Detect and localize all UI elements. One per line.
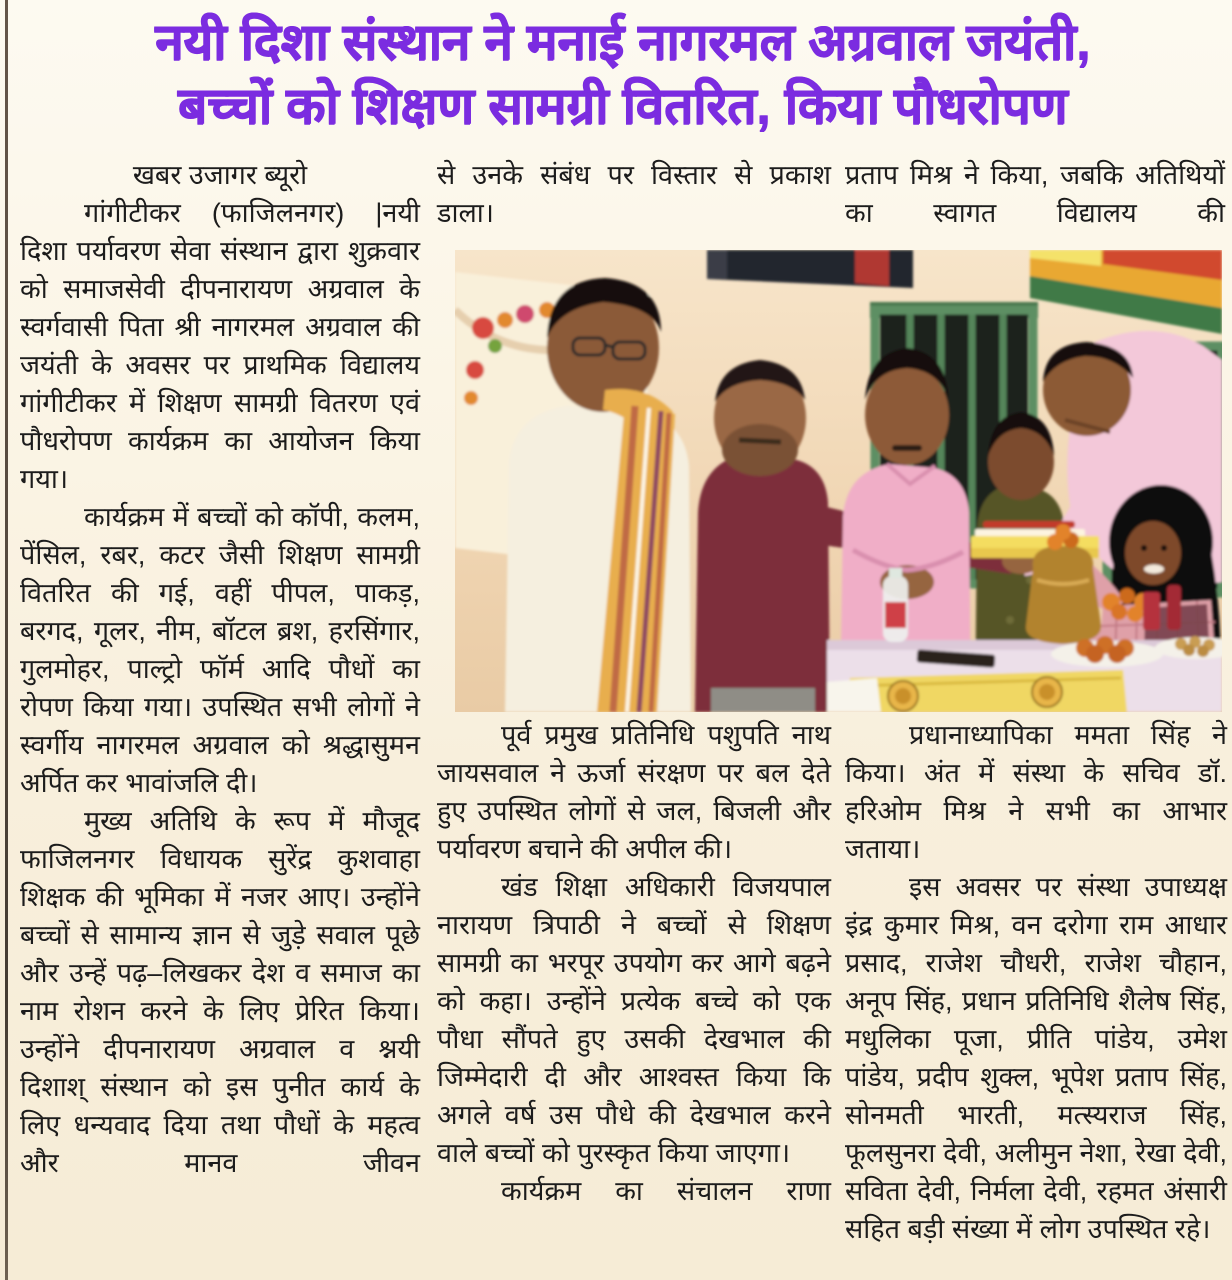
paragraph-materials: कार्यक्रम में बच्चों को कॉपी, कलम, पेंसिल, रबर, कटर जैसी शिक्षण सामग्री वितरित की गई, वहीं पीपल, पाकड़, बरगद, गूलर, नीम, बॉटल ब्रश, हरसिंगार, गुलमोहर, पाल्ट्रो फॉर्म आदि पौधों का रोपण किया गया। उपस्थित सभी लोगों ने स्वर्गीय नागरमल अग्रवाल को श्रद्धासुमन अर्पित कर भावांजलि दी।: [20, 502, 420, 798]
paragraph-attendees: इस अवसर पर संस्था उपाध्यक्ष इंद्र कुमार मिश्र, वन दरोगा राम आधार प्रसाद, राजेश चौधरी, राजेश चौहान, अनूप सिंह, प्रधान प्रतिनिधि शैलेष सिंह, मधुलिका पूजा, प्रीति पांडेय, उमेश पांडेय, प्रदीप शुक्ल, भूपेश प्रताप सिंह, सोनमती भारती, मत्स्यराज सिंह, फूलसुनरा देवी, अलीमुन नेशा, रेखा देवी, सविता देवी, निर्मला देवी, रहमत अंसारी सहित बड़ी संख्या में लोग उपस्थित रहे।: [845, 872, 1227, 1244]
byline: खबर उजागर ब्यूरो: [132, 160, 308, 190]
paragraph-thanks: प्रधानाध्यापिका ममता सिंह ने किया। अंत में संस्था के सचिव डॉ. हरिओम मिश्र ने सभी का आभार जताया।: [845, 720, 1227, 864]
paragraph-welcome: प्रताप मिश्र ने किया, जबकि अतिथियों का स्वागत विद्यालय की: [845, 160, 1225, 228]
paragraph-intro: गांगीटीकर (फाजिलनगर) |नयी दिशा पर्यावरण सेवा संस्थान द्वारा शुक्रवार को समाजसेवी दीपनारायण अग्रवाल के स्वर्गवासी पिता श्री नागरमल अग्रवाल की जयंती के अवसर पर प्राथमिक विद्यालय गांगीटीकर में शिक्षण सामग्री वितरण एवं पौधरोपण कार्यक्रम का आयोजन किया गया।: [20, 198, 420, 494]
event-photo-illustration: [455, 250, 1222, 712]
headline-line2: बच्चों को शिक्षण सामग्री वितरित, किया पौधरोपण: [177, 77, 1068, 134]
paragraph-beo: खंड शिक्षा अधिकारी विजयपाल नारायण त्रिपाठी ने बच्चों से शिक्षण सामग्री का भरपूर उपयोग कर आगे बढ़ने को कहा। उन्होंने प्रत्येक बच्चे को एक पौधा सौंपते हुए उसकी देखभाल की जिम्मेदारी दी और आश्वस्त किया कि अगले वर्ष उस पौधे की देखभाल करने वाले बच्चों को पुरस्कृत किया जाएगा।: [437, 872, 831, 1168]
paragraph-energy: पूर्व प्रमुख प्रतिनिधि पशुपति नाथ जायसवाल ने ऊर्जा संरक्षण पर बल देते हुए उपस्थित लोगों से जल, बिजली और पर्यावरण बचाने की अपील की।: [437, 720, 831, 864]
column-3-top: [845, 156, 1225, 246]
paragraph-chief-guest: मुख्य अतिथि के रूप में मौजूद फाजिलनगर विधायक सुरेंद्र कुशवाहा शिक्षक की भूमिका में नजर आए। उन्होंने बच्चों से सामान्य ज्ञान से जुड़े सवाल पूछे और उन्हें पढ़–लिखकर देश व समाज का नाम रोशन करने के लिए प्रेरित किया। उन्होंने दीपनारायण अग्रवाल व श्नयी दिशाश् संस्थान को इस पुनीत कार्य के लिए धन्यवाद दिया तथा पौधों के महत्व और मानव जीवन: [20, 806, 420, 1178]
paragraph-anchor: कार्यक्रम का संचालन राणा: [501, 1176, 831, 1206]
column-3-bottom: [845, 716, 1227, 1280]
column-2-top: [437, 156, 831, 246]
event-photo: [455, 250, 1222, 712]
page-left-edge: [5, 0, 8, 1280]
paragraph-continuation: से उनके संबंध पर विस्तार से प्रकाश डाला।: [437, 160, 831, 228]
column-1: [20, 156, 420, 1280]
headline-line1: नयी दिशा संस्थान ने मनाई नागरमल अग्रवाल जयंती,: [154, 13, 1091, 70]
headline: [30, 10, 1215, 160]
column-2-bottom: [437, 716, 831, 1280]
